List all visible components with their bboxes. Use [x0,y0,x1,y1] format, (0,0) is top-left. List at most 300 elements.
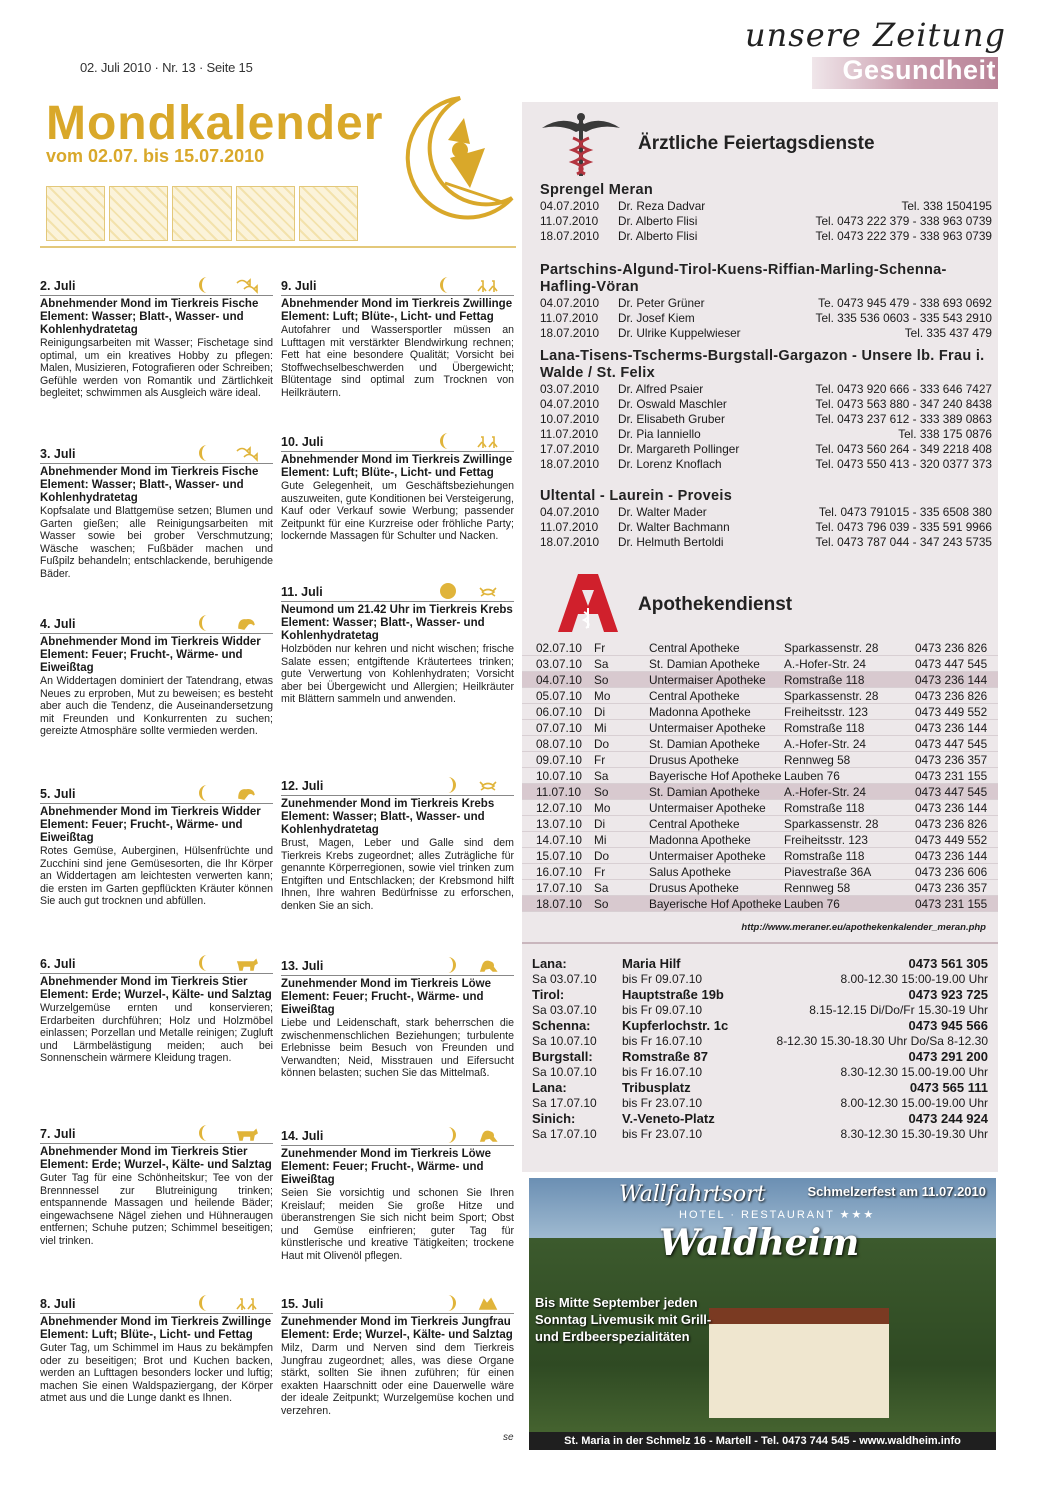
pharmacy-weekday: Mi [594,721,607,735]
duty-hours: 8.15-12.15 Di/Do/Fr 15.30-19 Uhr [809,1002,988,1017]
moon-entry-title: Abnehmender Mond im Tierkreis Widder [40,806,261,818]
moon-entry-title: Abnehmender Mond im Tierkreis Widder [40,636,261,648]
duty-place: Lana: [532,956,567,971]
waxing-moon-icon [439,1294,457,1312]
doctor-region [540,182,1000,244]
duty-detail: Maria Hilf [622,956,681,971]
moon-entry-date: 12. Juli [281,779,324,793]
new-moon-icon [439,582,457,600]
doctor-row [540,214,1000,229]
ad-event: Schmelzerfest am 11.07.2010 [807,1184,986,1199]
pharmacy-row [522,784,998,800]
moon-entry-date: 7. Juli [40,1127,76,1141]
waning-moon-icon [198,444,216,462]
pharmacy-weekday: Fr [594,865,606,879]
moon-entry-title: Zunehmender Mond im Tierkreis Löwe [281,978,492,990]
duty-detail: bis Fr 09.07.10 [622,1002,703,1017]
moon-entry-date: 6. Juli [40,957,76,971]
pharmacy-weekday: Fr [594,641,606,655]
pharmacy-date: 17.07.10 [536,881,582,895]
doctor-phone: Tel. 338 1504195 [901,199,992,213]
doctor-date: 11.07.2010 [540,311,599,325]
pharmacy-phone: 0473 236 144 [915,673,988,687]
moon-entry-element: Element: Erde; Wurzel-, Kälte- und Salztag [281,1329,513,1341]
twins-icon [477,434,499,450]
pharmacy-weekday: Do [594,849,610,863]
moon-entry-date: 14. Juli [281,1129,324,1143]
pharmacy-address: A.-Hofer-Str. 24 [784,785,866,799]
issue-date-line: 02. Juli 2010 · Nr. 13 · Seite 15 [80,60,253,75]
pharmacy-row [522,640,998,656]
witch-moon-icon [390,88,520,238]
doctor-name: Dr. Alberto Flisi [618,214,698,228]
pharmacy-name: Drusus Apotheke [649,753,739,767]
pharmacy-phone: 0473 447 545 [915,657,988,671]
moon-entry-text: An Widdertagen dominiert der Tatendrang, etwas Neues zu erproben, Mut zu beweisen; es besteht aber auch die Tendenz, die Auseinandersetzung mit Freunden und Konkurrenten zu suchen; gereizte Atmosphäre sollte vermieden werden. [40,675,273,737]
moon-entry-text: Gute Gelegenheit, um Geschäftsbeziehungen auszuweiten, gute Konditionen bei Versteigerung, Kauf oder Verkauf sowie Werbung; passender Zeitpunkt für eine Kurzreise oder fröhliche Party; lockernde Massagen für Schulter und Nacken. [281,480,514,542]
pharmacy-weekday: Fr [594,753,606,767]
pharmacy-phone: 0473 236 144 [915,721,988,735]
moon-entry-element: Element: Feuer; Frucht-, Wärme- und Eiweißtag [40,649,243,674]
newspaper-brand: unsere Zeitung [745,16,1006,54]
duty-place: Burgstall: [532,1049,593,1064]
duty-row [532,1049,988,1065]
moon-entry [281,956,514,1080]
pharmacy-row [522,896,998,912]
duty-row [532,987,988,1003]
moon-entry-title: Abnehmender Mond im Tierkreis Stier [40,1146,248,1158]
pharmacy-date: 06.07.10 [536,705,582,719]
moon-entry-element: Element: Wasser; Blatt-, Wasser- und Kohlenhydratetag [281,617,485,642]
moon-entry-date: 2. Juli [40,279,76,293]
pharmacy-name: Central Apotheke [649,817,740,831]
pharmacy-address: Sparkassenstr. 28 [784,689,879,703]
waning-moon-icon [198,276,216,294]
waldheim-advertisement[interactable] [529,1178,996,1450]
doctor-date: 04.07.2010 [540,199,600,213]
moon-entry-title: Zunehmender Mond im Tierkreis Jungfrau [281,1316,511,1328]
pharmacy-phone: 0473 449 552 [915,705,988,719]
twins-icon [236,1296,258,1312]
pharmacy-date: 07.07.10 [536,721,582,735]
doctor-row [540,296,1000,311]
doctor-row [540,229,1000,244]
doctor-region-title: Sprengel Meran [540,182,653,198]
duty-detail: Romstraße 87 [622,1049,708,1064]
doctor-phone: Te. 0473 945 479 - 338 693 0692 [818,296,992,310]
waning-moon-icon [198,784,216,802]
duty-row [532,1080,988,1096]
pharmacy-weekday: Sa [594,769,609,783]
ram-icon [236,616,258,632]
duty-row [532,1065,988,1081]
moon-entry [40,276,273,400]
doctor-row [540,311,1000,326]
pharmacy-name: Madonna Apotheke [649,833,751,847]
doctor-row [540,427,1000,442]
moon-entry-text: Brust, Magen, Leber und Galle sind dem Tierkreis Krebs zugeordnet; alles Zuträgliche für genannte Körperregionen, sowie viel trinken zum Entgiften und Entschlacken; der Krebsmond hilft Ihnen, Ihre wahren Bedürfnisse zu erforschen, denken Sie an sich. [281,837,514,912]
pharmacy-weekday: So [594,785,609,799]
pharmacy-address: Freiheitsstr. 123 [784,705,868,719]
pharmacy-address: Romstraße 118 [784,801,865,815]
duty-hours: 0473 561 305 [908,956,988,971]
duty-row [532,1003,988,1019]
doctor-date: 03.07.2010 [540,382,600,396]
pharmacy-phone: 0473 447 545 [915,785,988,799]
moon-entry-element: Element: Luft; Blüte-, Licht- und Fettag [40,1329,253,1341]
moon-entry-element: Element: Feuer; Frucht-, Wärme- und Eiweißtag [40,819,243,844]
moon-entry-text: Holzböden nur kehren und nicht wischen; frische Salate essen; entgiftende Kräutertees trinken; gute Verwertung von Kohlenhydraten; Vorsicht aber bei Übergewicht und Allergien; Heilkräuter mit Blättern sammeln und anwenden. [281,643,514,705]
doctor-region [540,348,1000,472]
duty-hours: 0473 923 725 [908,987,988,1002]
moon-entry-date: 9. Juli [281,279,317,293]
pharmacy-weekday: Sa [594,881,609,895]
pharmacy-address: Lauben 76 [784,897,840,911]
pharmacy-address: Romstraße 118 [784,673,865,687]
pharmacy-name: St. Damian Apotheke [649,737,760,751]
doctor-row [540,535,1000,550]
doctor-phone: Tel. 335 437 479 [904,326,992,340]
ad-title: Wallfahrtsort [619,1182,766,1207]
moon-entry-date: 3. Juli [40,447,76,461]
pharmacy-row [522,672,998,688]
moon-entry-date: 13. Juli [281,959,324,973]
moon-entry-header [281,276,514,296]
pharmacy-name: Bayerische Hof Apotheke [649,769,782,783]
ram-icon [236,786,258,802]
moon-entry-title: Zunehmender Mond im Tierkreis Krebs [281,798,495,810]
moon-entry [40,954,273,1065]
pharmacy-date: 11.07.10 [536,785,582,799]
moon-entry-title: Neumond um 21.42 Uhr im Tierkreis Krebs [281,604,513,616]
moon-entry-element: Element: Luft; Blüte-, Licht- und Fettag [281,467,494,479]
doctor-row [540,326,1000,341]
moon-entry-header [40,1294,273,1314]
fish-icon [236,446,258,462]
pharmacy-name: Madonna Apotheke [649,705,751,719]
doctor-date: 18.07.2010 [540,535,600,549]
moon-entry-date: 11. Juli [281,585,323,599]
duty-place: Sa 10.07.10 [532,1064,597,1079]
pharmacy-address: Romstraße 118 [784,721,865,735]
moon-entry-date: 4. Juli [40,617,76,631]
pharmacy-table [522,640,998,912]
doctor-name: Dr. Elisabeth Gruber [618,412,725,426]
pharmacy-address: Freiheitsstr. 123 [784,833,868,847]
pharmacy-date: 10.07.10 [536,769,582,783]
moon-entry-text: Guter Tag, um Schimmel im Haus zu bekämpfen oder zu beseitigen; Brot und Kuchen backen, werden an Lufttagen besonders locker und luftig; machen Sie einen Waldspaziergang, der Körper atmet aus und die Lunge dankt es Ihnen. [40,1342,273,1404]
moon-entry-element: Element: Erde; Wurzel-, Kälte- und Salztag [40,1159,272,1171]
crab-icon [477,584,499,600]
pharmacy-icon [558,572,618,634]
moon-entry [281,582,514,706]
duty-place: Sa 17.07.10 [532,1095,597,1110]
pharmacy-url[interactable]: http://www.meraner.eu/apothekenkalender_meran.php [741,922,986,933]
pharmacy-phone: 0473 236 357 [915,881,988,895]
section-title: Gesundheit [842,55,996,85]
doctor-region [540,262,1000,341]
moon-entry-title: Abnehmender Mond im Tierkreis Zwillinge [281,454,513,466]
pharmacy-row [522,768,998,784]
author-signature: se [503,1432,514,1443]
pharmacy-phone: 0473 447 545 [915,737,988,751]
waning-moon-icon [198,1124,216,1142]
duty-detail: V.-Veneto-Platz [622,1111,715,1126]
pharmacy-date: 02.07.10 [536,641,582,655]
pharmacy-phone: 0473 231 155 [915,769,988,783]
moon-entry-title: Abnehmender Mond im Tierkreis Fische [40,466,259,478]
pharmacy-weekday: Mo [594,801,611,815]
doctor-name: Dr. Peter Grüner [618,296,705,310]
pharmacy-date: 08.07.10 [536,737,582,751]
duty-row [532,956,988,972]
moon-entry [40,1124,273,1247]
waxing-moon-icon [439,1126,457,1144]
pharmacy-phone: 0473 236 144 [915,801,988,815]
pharmacy-row [522,832,998,848]
doctor-phone: Tel. 0473 560 264 - 349 2218 408 [815,442,992,456]
waning-moon-icon [439,432,457,450]
waning-moon-icon [198,614,216,632]
duty-detail: bis Fr 09.07.10 [622,971,703,986]
moon-entry-text: Kopfsalate und Blattgemüse setzen; Blumen und Garten gießen; alle Reinigungsarbeiten mit Wasser sowie bei grober Verschmutzung; Wäsche waschen; Fußbäder machen und Fußpilz behandeln; entschlackende, beruhigende Bäder. [40,505,273,580]
doctor-phone: Tel. 0473 237 612 - 333 389 0863 [815,412,992,426]
duty-place: Tirol: [532,987,565,1002]
duty-hours: 0473 244 924 [908,1111,988,1126]
moon-entry [281,432,514,543]
doctor-region [540,488,1000,550]
pharmacy-address: A.-Hofer-Str. 24 [784,737,866,751]
doctor-date: 17.07.2010 [540,442,600,456]
doctor-name: Dr. Reza Dadvar [618,199,706,213]
zodiac-strip [46,186,358,241]
duty-row [532,1034,988,1050]
pharmacy-address: Sparkassenstr. 28 [784,641,879,655]
crab-icon [477,778,499,794]
duty-row [532,1127,988,1143]
moon-entry-title: Abnehmender Mond im Tierkreis Zwillinge [40,1316,272,1328]
moon-entry-element: Element: Feuer; Frucht-, Wärme- und Eiweißtag [281,1161,484,1186]
moon-entry [281,1126,514,1262]
pharmacy-row [522,864,998,880]
waning-moon-icon [439,276,457,294]
pharmacy-phone: 0473 236 826 [915,689,988,703]
doctor-name: Dr. Alberto Flisi [618,229,698,243]
pharmacy-weekday: Di [594,817,606,831]
duty-hours: 8.00-12.30 15:00-19.00 Uhr [840,971,988,986]
pharmacy-name: Untermaiser Apotheke [649,849,766,863]
divider [522,942,998,944]
doctor-row [540,412,1000,427]
pharmacy-date: 16.07.10 [536,865,582,879]
pharmacy-row [522,704,998,720]
doctor-date: 18.07.2010 [540,457,600,471]
ad-hotel-building [709,1308,889,1418]
doctor-row [540,397,1000,412]
pharmacy-date: 13.07.10 [536,817,582,831]
duty-hours: 8.00-12.30 15.00-19.00 Uhr [840,1095,988,1110]
zodiac-tile [109,186,168,241]
ad-subtitle: HOTEL · RESTAURANT ★★★ [679,1209,876,1221]
moon-entry-header [40,954,273,974]
twins-icon [477,278,499,294]
doctor-name: Dr. Alfred Psaier [618,382,704,396]
doctor-row [540,382,1000,397]
duty-row [532,1096,988,1112]
pharmacy-name: St. Damian Apotheke [649,657,760,671]
doctor-phone: Tel. 0473 563 880 - 347 240 8438 [815,397,992,411]
doctor-name: Dr. Helmuth Bertoldi [618,535,724,549]
caduceus-icon [540,110,622,178]
pharmacy-name: St. Damian Apotheke [649,785,760,799]
duty-row [532,972,988,988]
moon-entry-date: 10. Juli [281,435,324,449]
doctor-name: Dr. Ulrike Kuppelwieser [618,326,741,340]
moon-entry-date: 15. Juli [281,1297,324,1311]
moon-entry [281,776,514,912]
duty-row [532,1018,988,1034]
duty-place: Sa 10.07.10 [532,1033,597,1048]
doctor-name: Dr. Margareth Pollinger [618,442,740,456]
zodiac-tile [236,186,295,241]
moon-entry-text: Liebe und Leidenschaft, stark beherrschen die zwischenmenschlichen Beziehungen; turbulente Erlebnisse beim Besuch von Freunden und Verwandten; Neid, Misstrauen und Eifersucht können belasten; suchen Sie das Mittelmaß. [281,1017,514,1079]
moon-entry-header [40,1124,273,1144]
moon-entry [281,276,514,399]
pharmacy-name: Untermaiser Apotheke [649,721,766,735]
moon-entry-header [281,1294,514,1314]
doctor-date: 18.07.2010 [540,326,600,340]
lion-icon [477,958,499,974]
moon-entry [40,1294,273,1405]
moon-entry-element: Element: Wasser; Blatt-, Wasser- und Kohlenhydratetag [40,479,244,504]
pharmacy-row [522,800,998,816]
moon-entry-date: 8. Juli [40,1297,76,1311]
pharmacy-weekday: Mi [594,833,607,847]
pharmacy-row [522,752,998,768]
duty-detail: bis Fr 16.07.10 [622,1064,703,1079]
doctor-name: Dr. Oswald Maschler [618,397,727,411]
moon-entry [40,784,273,908]
pharmacy-weekday: So [594,673,609,687]
moon-entry-text: Autofahrer und Wassersportler müssen an Lufttagen mit verstärkter Blendwirkung rechnen; Fett hat eine besondere Qualität; Vorsicht bei Stoffwechselbeschwerden und Übergewicht; Blütentage sind optimal zum Trocknen von Heilkräutern. [281,324,514,399]
duty-place: Sa 17.07.10 [532,1126,597,1141]
zodiac-tile [299,186,358,241]
zodiac-tile [172,186,231,241]
waning-moon-icon [198,954,216,972]
pharmacy-address: Piavestraße 36A [784,865,872,879]
moon-entry-title: Abnehmender Mond im Tierkreis Fische [40,298,259,310]
pharmacy-phone: 0473 236 144 [915,849,988,863]
duty-detail: Kupferlochstr. 1c [622,1018,729,1033]
ad-footer: St. Maria in der Schmelz 16 - Martell - Tel. 0473 744 545 - www.waldheim.info [529,1432,996,1450]
moon-entry-title: Abnehmender Mond im Tierkreis Stier [40,976,248,988]
moon-entry-header [40,614,273,634]
doctor-row [540,505,1000,520]
pharmacy-row [522,880,998,896]
duty-hours: 0473 565 111 [909,1080,988,1095]
pharmacy-address: Lauben 76 [784,769,840,783]
pharmacy-address: Sparkassenstr. 28 [784,817,879,831]
duty-detail: bis Fr 23.07.10 [622,1126,703,1141]
waning-moon-icon [198,1294,216,1312]
pharmacy-address: Romstraße 118 [784,849,865,863]
moon-entry-text: Guter Tag für eine Schönheitskur; Tee von der Brennnessel zur Blutreinigung trinken; entspannende Massagen und heilende Bäder; eingewachsene Nägel ziehen und Hühneraugen entfernen; Schuhe putzen; Schimmel beseitigen; viel trinken. [40,1172,273,1247]
doctor-phone: Tel. 335 536 0603 - 335 543 2910 [815,311,992,325]
pharmacy-phone: 0473 231 155 [915,897,988,911]
moon-entry-date: 5. Juli [40,787,76,801]
moon-entry-header [281,776,514,796]
doctor-date: 11.07.2010 [540,520,599,534]
moon-entry-element: Element: Luft; Blüte-, Licht- und Fettag [281,311,494,323]
moon-entry-header [281,582,514,602]
pharmacy-date: 09.07.10 [536,753,582,767]
moon-entry [40,614,273,738]
doctor-date: 04.07.2010 [540,296,600,310]
moon-entry-element: Element: Erde; Wurzel-, Kälte- und Salztag [40,989,272,1001]
doctor-phone: Tel. 0473 796 039 - 335 591 9966 [815,520,992,534]
pharmacy-date: 18.07.10 [536,897,582,911]
moon-entry-element: Element: Wasser; Blatt-, Wasser- und Kohlenhydratetag [281,811,485,836]
zodiac-tile [46,186,105,241]
pharmacy-name: Salus Apotheke [649,865,731,879]
doctor-date: 11.07.2010 [540,427,599,441]
moon-entry-text: Wurzelgemüse ernten und konservieren; Erdarbeiten durchführen; Holz und Holzmöbel einlassen; Porzellan und Metalle reinigen; Zugluft und Lärmbelästigung meiden; auch bei Sonnenschein wärmere Kleidung tragen. [40,1002,273,1064]
pharmacy-title: Apothekendienst [638,594,793,615]
moon-entry [281,1294,514,1417]
doctor-name: Dr. Pia Ianniello [618,427,701,441]
waxing-moon-icon [439,956,457,974]
pharmacy-date: 04.07.10 [536,673,582,687]
duty-detail: bis Fr 23.07.10 [622,1095,703,1110]
duty-place: Sa 03.07.10 [532,971,597,986]
doctor-phone: Tel. 0473 550 413 - 320 0377 373 [815,457,992,471]
pharmacy-weekday: Sa [594,657,609,671]
doctor-date: 04.07.2010 [540,505,600,519]
waxing-moon-icon [439,776,457,794]
duty-hours: 8.30-12.30 15.30-19.30 Uhr [840,1126,988,1141]
moon-entry-text: Seien Sie vorsichtig und schonen Sie Ihren Kreislauf; meiden Sie große Hitze und überanstrengen Sie sich nicht beim Sport; Obst und Gemüse einfrieren; guter Tag für künstlerische und kreative Tätigkeiten; trockene Haut mit Olivenöl pflegen. [281,1187,514,1262]
pharmacy-row [522,736,998,752]
duty-hours: 0473 291 200 [908,1049,988,1064]
doctor-name: Dr. Walter Mader [618,505,707,519]
pharmacy-name: Central Apotheke [649,641,740,655]
pharmacy-row [522,720,998,736]
doctor-row [540,520,1000,535]
moon-entry-title: Abnehmender Mond im Tierkreis Zwillinge [281,298,513,310]
fish-icon [236,278,258,294]
doctor-phone: Tel. 0473 791015 - 335 6508 380 [818,505,992,519]
pharmacy-phone: 0473 449 552 [915,833,988,847]
bull-icon [236,1126,258,1142]
duty-hours: 0473 945 566 [908,1018,988,1033]
doctor-date: 11.07.2010 [540,214,599,228]
doctor-name: Dr. Josef Kiem [618,311,695,325]
pharmacy-name: Drusus Apotheke [649,881,739,895]
pharmacy-name: Central Apotheke [649,689,740,703]
pharmacy-address: Rennweg 58 [784,881,851,895]
doctor-name: Dr. Walter Bachmann [618,520,730,534]
moon-entry-header [281,1126,514,1146]
moon-calendar-title: Mondkalender [46,97,384,150]
bull-icon [236,956,258,972]
moon-entry [40,444,273,580]
moon-entry-element: Element: Wasser; Blatt-, Wasser- und Kohlenhydratetag [40,311,244,336]
doctor-date: 10.07.2010 [540,412,600,426]
ad-hotel-name: Waldheim [659,1222,860,1264]
doctor-date: 04.07.2010 [540,397,600,411]
duty-place: Schenna: [532,1018,591,1033]
duty-detail: Tribusplatz [622,1080,691,1095]
